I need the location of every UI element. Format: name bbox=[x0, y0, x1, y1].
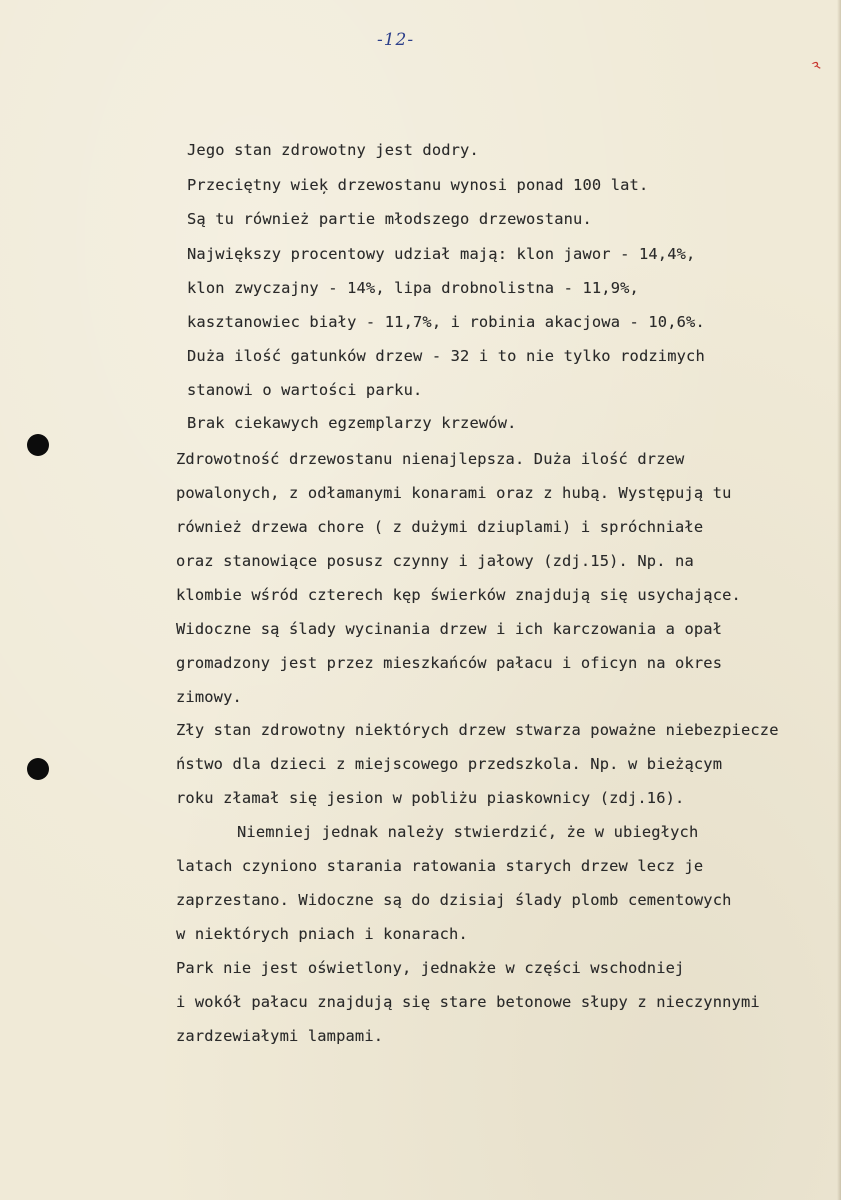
text-line: oraz stanowiące posusz czynny i jałowy (zdj.15). Np. na bbox=[176, 552, 694, 570]
text-line: Duża ilość gatunków drzew - 32 i to nie tylko rodzimych bbox=[187, 347, 705, 365]
text-line: Park nie jest oświetlony, jednakże w części wschodniej bbox=[176, 959, 685, 977]
text-line: gromadzony jest przez mieszkańców pałacu i oficyn na okres bbox=[176, 654, 723, 672]
text-line: Zdrowotność drzewostanu nienajlepsza. Duża ilość drzew bbox=[176, 450, 685, 468]
text-line: Jego stan zdrowotny jest dodry. bbox=[187, 141, 479, 159]
text-line: stanowi o wartości parku. bbox=[187, 381, 423, 399]
text-line: latach czyniono starania ratowania starych drzew lecz je bbox=[176, 857, 704, 875]
text-line: powalonych, z odłamanymi konarami oraz z hubą. Występują tu bbox=[176, 484, 732, 502]
text-line: zardzewiałymi lampami. bbox=[176, 1027, 384, 1045]
text-line: Największy procentowy udział mają: klon jawor - 14,4%, bbox=[187, 245, 696, 263]
punch-hole-icon bbox=[27, 434, 49, 456]
red-corner-mark: ꝛ bbox=[808, 55, 823, 75]
text-line: zimowy. bbox=[176, 688, 242, 706]
text-line: i wokół pałacu znajdują się stare betonowe słupy z nieczynnymi bbox=[176, 993, 760, 1011]
text-line: Przeciętny wieķ drzewostanu wynosi ponad 100 lat. bbox=[187, 176, 649, 194]
text-line: klon zwyczajny - 14%, lipa drobnolistna - 11,9%, bbox=[187, 279, 639, 297]
page-number: -12- bbox=[377, 30, 415, 50]
text-line: zaprzestano. Widoczne są do dzisiaj ślady plomb cementowych bbox=[176, 891, 732, 909]
text-line: w niektórych pniach i konarach. bbox=[176, 925, 468, 943]
page-edge-shadow bbox=[837, 0, 841, 1200]
text-line: ństwo dla dzieci z miejscowego przedszkola. Np. w bieżącym bbox=[176, 755, 723, 773]
text-line: klombie wśród czterech kęp świerków znajdują się usychające. bbox=[176, 586, 741, 604]
text-line: Niemniej jednak należy stwierdzić, że w ubiegłych bbox=[237, 823, 699, 841]
text-line: również drzewa chore ( z dużymi dziuplami) i spróchniałe bbox=[176, 518, 704, 536]
punch-hole-icon bbox=[27, 758, 49, 780]
text-line: Brak ciekawych egzemplarzy krzewów. bbox=[187, 414, 517, 432]
text-line: Widoczne są ślady wycinania drzew i ich karczowania a opał bbox=[176, 620, 723, 638]
text-line: Zły stan zdrowotny niektórych drzew stwarza poważne niebezpiecze bbox=[176, 721, 779, 739]
text-line: roku złamał się jesion w pobliżu piaskownicy (zdj.16). bbox=[176, 789, 685, 807]
text-line: kasztanowiec biały - 11,7%, i robinia akacjowa - 10,6%. bbox=[187, 313, 705, 331]
text-line: Są tu również partie młodszego drzewostanu. bbox=[187, 210, 592, 228]
